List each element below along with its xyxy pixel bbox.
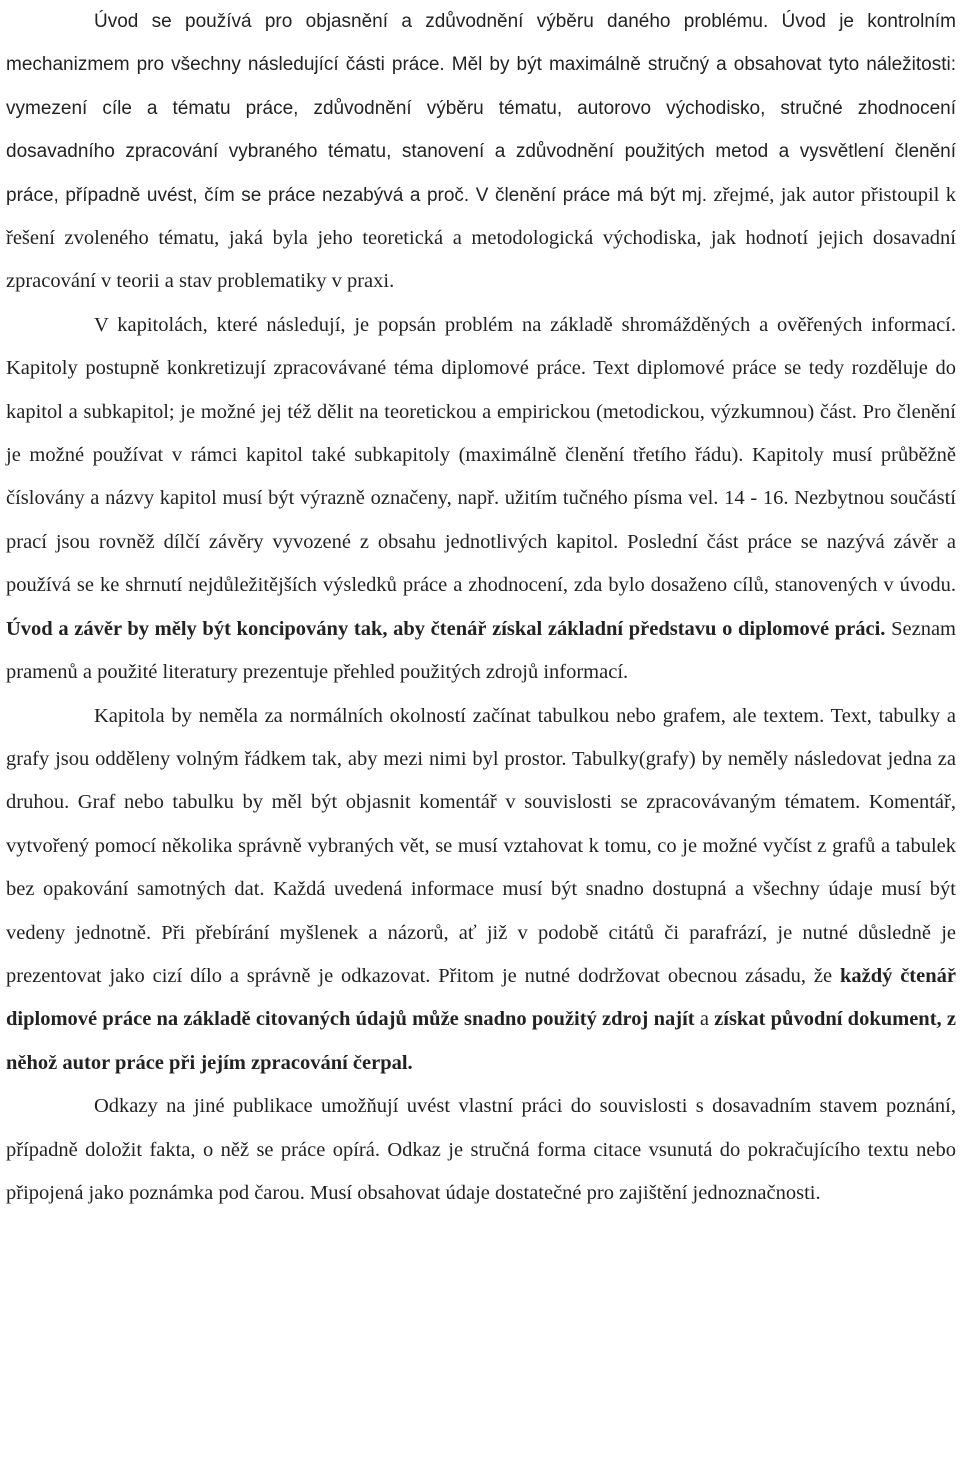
text-segment: zřejmé, jak autor přistoupil k řešení zvoleného tématu, jaká byla jeho teoretická a metodologická východiska, jak hodnotí jejich dosavadní zpracování v teorii a stav problematiky v praxi.: [6, 183, 956, 293]
paragraph-chapters: [6, 304, 956, 695]
document-page: [6, 0, 956, 1215]
text-segment: Odkazy na jiné publikace umožňují uvést vlastní práci do souvislosti s dosavadním stavem poznání, případně doložit fakta, o něž se práce opírá. Odkaz je stručná forma citace vsunutá do pokračujícího textu nebo připojená jako poznámka pod čarou. Musí obsahovat údaje dostatečné pro zajištění jednoznačnosti.: [6, 1095, 956, 1204]
text-segment: Úvod se používá pro objasnění a zdůvodnění výběru daného problému. Úvod je kontrolním mechanizmem pro všechny následující části práce. Měl by být maximálně stručný a obsahovat tyto náležitosti: vymezení cíle a tématu práce, zdůvodnění výběru tématu, autorovo východisko, stručné zhodnocení dosavadního zpracování vybraného tématu, stanovení a zdůvodnění použitých metod a vysvětlení členění práce, případně uvést, čím se práce nezabývá a proč. V členění práce má být mj.: [6, 11, 956, 206]
text-segment: Seznam pramenů a použité literatury prezentuje přehled použitých zdrojů informací.: [6, 617, 956, 684]
bold-text-segment: každý čtenář diplomové práce na základě citovaných údajů může snadno použitý zdroj najít: [6, 964, 956, 1031]
paragraph-references: [6, 1085, 956, 1215]
bold-text-segment: Úvod a závěr by měly být koncipovány tak, aby čtenář získal základní představu o diplomové práci.: [6, 617, 886, 640]
text-segment: V kapitolách, které následují, je popsán problém na základě shromážděných a ověřených informací. Kapitoly postupně konkretizují zpracovávané téma diplomové práce. Text diplomové práce se tedy rozděluje do kapitol a subkapitol; je možné jej též dělit na teoretickou a empirickou (metodickou, výzkumnou) část. Pro členění je možné používat v rámci kapitol také subkapitoly (maximálně členění třetího řádu). Kapitoly musí průběžně číslovány a názvy kapitol musí být výrazně označeny, např. užitím tučného písma vel. 14 - 16. Nezbytnou součástí prací jsou rovněž dílčí závěry vyvozené z obsahu jednotlivých kapitol. Poslední část práce se nazývá závěr a používá se ke shrnutí nejdůležitějších výsledků práce a zhodnocení, zda bylo dosaženo cílů, stanovených v úvodu.: [6, 313, 956, 597]
text-segment: a: [694, 1008, 715, 1031]
text-segment: Kapitola by neměla za normálních okolností začínat tabulkou nebo grafem, ale textem. Text, tabulky a grafy jsou odděleny volným řádkem tak, aby mezi nimi byl prostor. Tabulky(grafy) by neměly následovat jedna za druhou. Graf nebo tabulku by měl být objasnit komentář v souvislosti se zpracovávaným tématem. Komentář, vytvořený pomocí několika správně vybraných vět, se musí vztahovat k tomu, co je možné vyčíst z grafů a tabulek bez opakování samotných dat. Každá uvedená informace musí být snadno dostupná a všechny údaje musí být vedeny jednotně. Při přebírání myšlenek a názorů, ať již v podobě citátů či parafrází, je nutné důsledně je prezentovat jako cizí dílo a správně je odkazovat. Přitom je nutné dodržovat obecnou zásadu, že: [6, 704, 956, 987]
paragraph-introduction: [6, 0, 956, 304]
bold-text-segment: získat původní dokument, z něhož autor práce při jejím zpracování čerpal.: [6, 1008, 956, 1074]
paragraph-tables-graphs: [6, 695, 956, 1086]
